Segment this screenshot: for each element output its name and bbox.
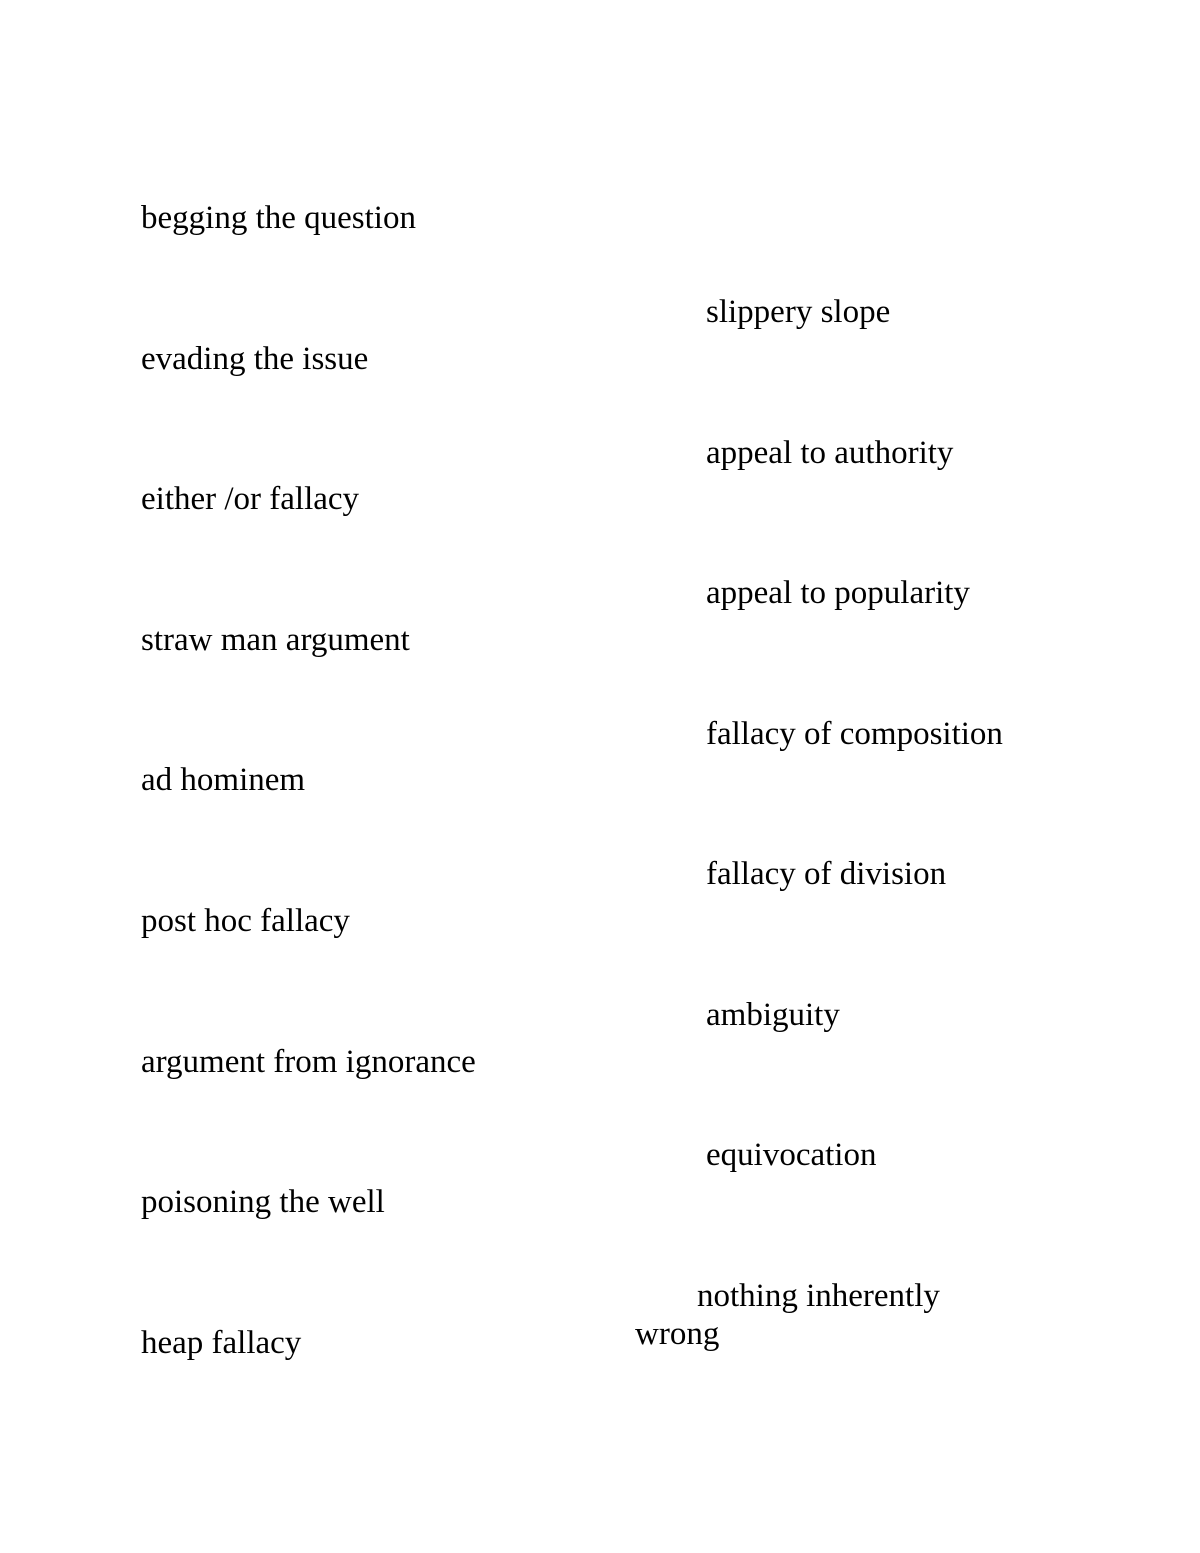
right-term-fallacy-of-composition: fallacy of composition [706, 716, 1003, 752]
left-term-evading-the-issue: evading the issue [141, 341, 369, 377]
left-term-poisoning-the-well: poisoning the well [141, 1184, 385, 1220]
right-term-line-2: wrong [635, 1316, 720, 1352]
left-term-either-or-fallacy: either /or fallacy [141, 481, 360, 517]
left-term-heap-fallacy: heap fallacy [141, 1325, 302, 1361]
left-term-ad-hominem: ad hominem [141, 762, 306, 798]
right-term-equivocation: equivocation [706, 1137, 877, 1173]
right-term-nothing-inherently-wrong [635, 1277, 1015, 1353]
left-term-argument-from-ignorance: argument from ignorance [141, 1044, 476, 1080]
right-term-ambiguity: ambiguity [706, 997, 840, 1033]
left-term-straw-man-argument: straw man argument [141, 622, 410, 658]
right-term-appeal-to-authority: appeal to authority [706, 435, 954, 471]
right-term-appeal-to-popularity: appeal to popularity [706, 575, 970, 611]
left-term-begging-the-question: begging the question [141, 200, 416, 236]
right-term-fallacy-of-division: fallacy of division [706, 856, 947, 892]
right-term-slippery-slope: slippery slope [706, 294, 891, 330]
left-term-post-hoc-fallacy: post hoc fallacy [141, 903, 350, 939]
right-term-line-1: nothing inherently [697, 1278, 940, 1314]
